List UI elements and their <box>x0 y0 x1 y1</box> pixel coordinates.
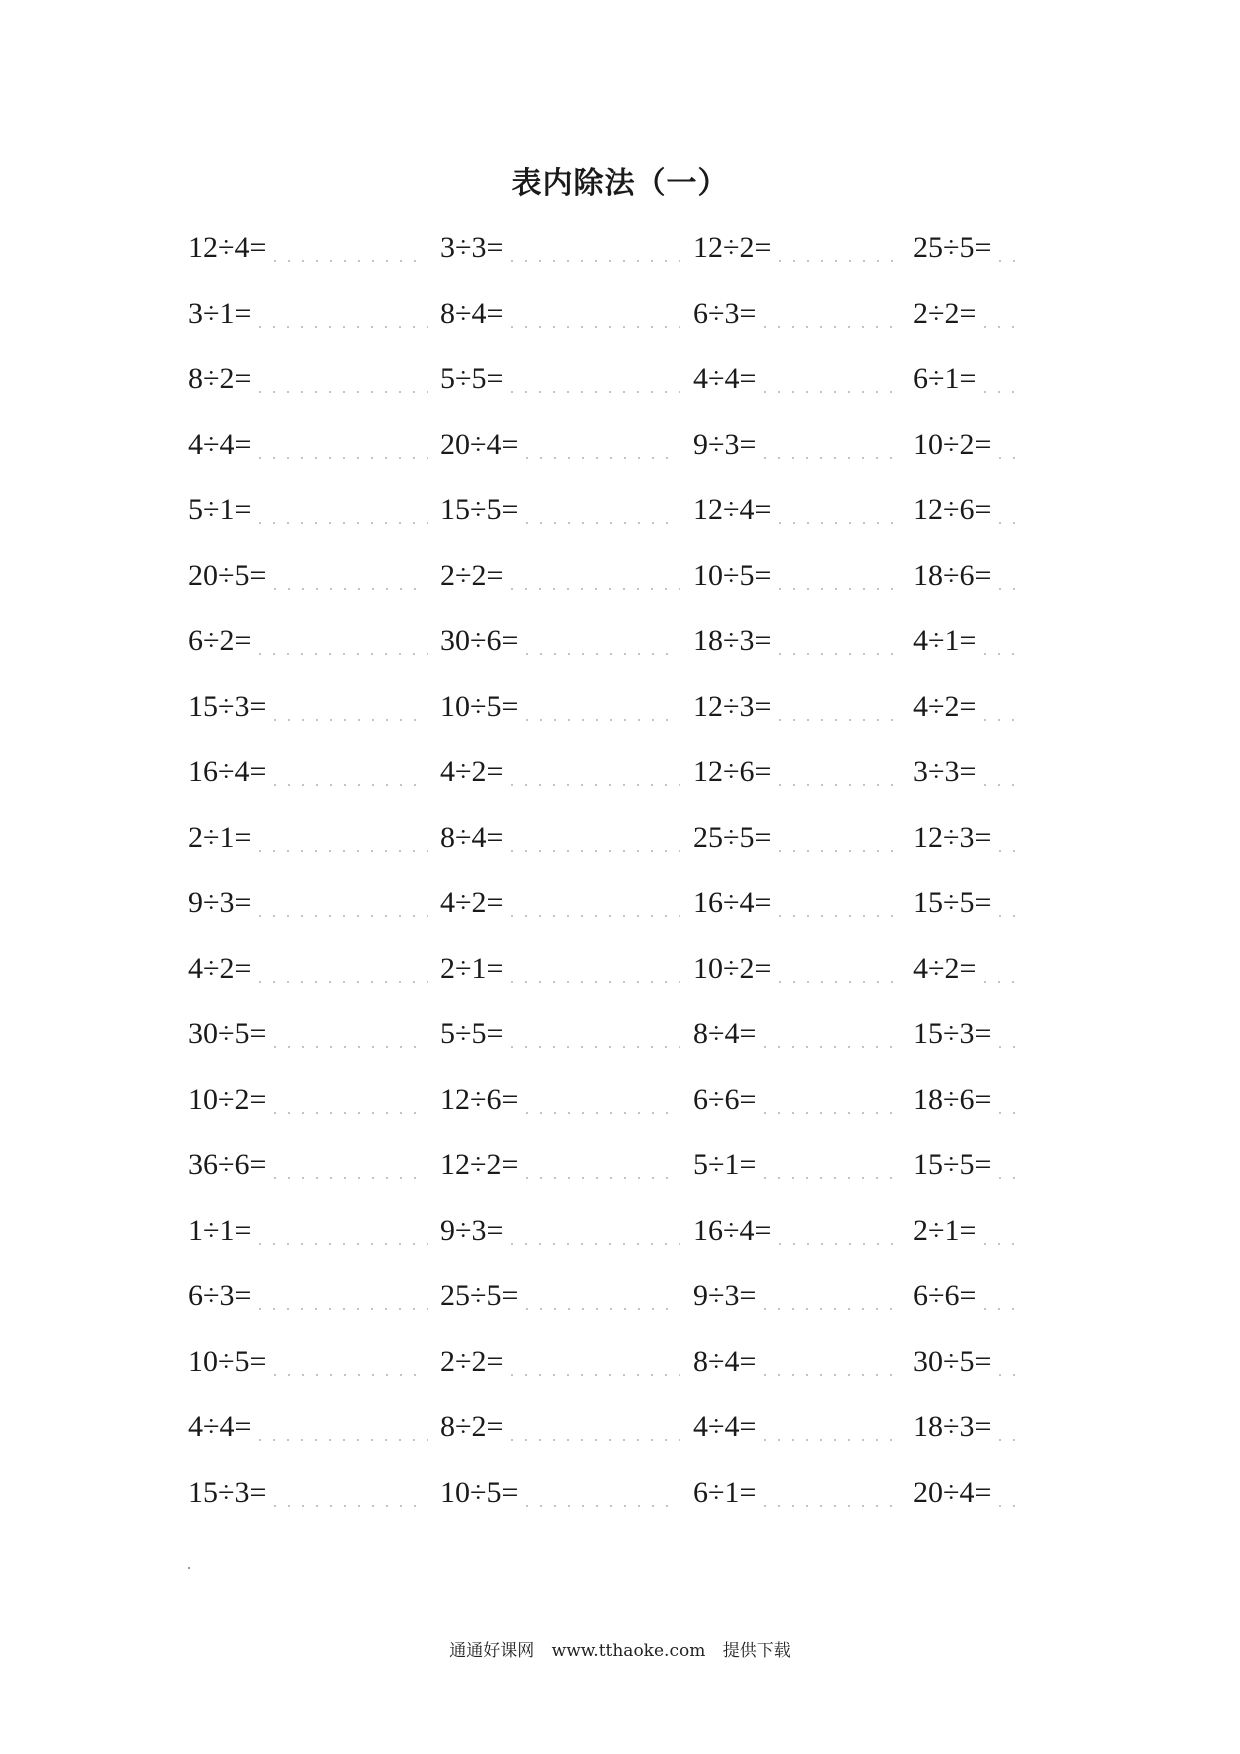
problem-expression: 12÷2= <box>693 231 772 264</box>
problem-expression: 3÷3= <box>440 231 504 264</box>
problem-row <box>188 425 1018 491</box>
division-problem <box>693 1342 903 1382</box>
answer-blank[interactable] <box>505 981 680 983</box>
problem-expression: 4÷4= <box>693 1410 757 1443</box>
answer-blank[interactable] <box>520 522 680 524</box>
footer-suffix: 提供下载 <box>722 1641 791 1661</box>
answer-blank[interactable] <box>253 915 428 917</box>
answer-blank[interactable] <box>505 915 680 917</box>
division-problem <box>188 818 428 858</box>
problem-expression: 4÷2= <box>913 951 977 985</box>
problem-expression: 12÷6= <box>913 493 992 526</box>
problem-expression: 6÷1= <box>913 362 977 395</box>
problem-expression: 8÷4= <box>440 296 504 330</box>
division-problem <box>693 1145 903 1185</box>
page-title: 表内除法（一） <box>511 166 729 201</box>
division-problem <box>693 949 903 989</box>
division-problem <box>440 490 680 530</box>
problem-expression: 5÷5= <box>440 362 504 395</box>
answer-blank[interactable] <box>758 1374 903 1376</box>
answer-blank[interactable] <box>978 719 1018 721</box>
problem-row <box>188 752 1018 818</box>
problem-expression: 2÷2= <box>913 296 977 330</box>
answer-blank[interactable] <box>758 391 903 393</box>
problem-row <box>188 1080 1018 1146</box>
division-problem <box>440 1473 680 1513</box>
division-problem <box>693 687 903 727</box>
division-problem <box>913 949 1018 989</box>
problem-expression: 12÷6= <box>440 1082 519 1116</box>
answer-blank[interactable] <box>253 522 428 524</box>
problem-expression: 8÷4= <box>693 1344 757 1378</box>
answer-blank[interactable] <box>253 391 428 393</box>
division-problem <box>188 621 428 661</box>
division-problem <box>440 1080 680 1120</box>
problem-row <box>188 1407 1018 1473</box>
problem-expression: 36÷6= <box>188 1148 267 1181</box>
problem-expression: 4÷2= <box>188 951 252 985</box>
answer-blank[interactable] <box>993 1439 1018 1441</box>
answer-blank[interactable] <box>993 1505 1018 1507</box>
problem-expression: 16÷4= <box>693 1213 772 1247</box>
answer-blank[interactable] <box>993 1112 1018 1114</box>
problem-row <box>188 228 1018 294</box>
answer-blank[interactable] <box>758 1308 903 1310</box>
division-problem <box>440 949 680 989</box>
answer-blank[interactable] <box>268 1505 428 1507</box>
answer-blank[interactable] <box>993 1046 1018 1048</box>
problem-row <box>188 1276 1018 1342</box>
answer-blank[interactable] <box>505 326 680 328</box>
answer-blank[interactable] <box>993 1177 1018 1179</box>
problem-expression: 15÷3= <box>913 1017 992 1050</box>
problem-row <box>188 621 1018 687</box>
answer-blank[interactable] <box>758 1439 903 1441</box>
problem-expression: 18÷3= <box>693 624 772 657</box>
problem-expression: 3÷1= <box>188 296 252 330</box>
problem-expression: 3÷3= <box>913 755 977 788</box>
answer-blank[interactable] <box>268 1177 428 1179</box>
problem-row <box>188 1145 1018 1211</box>
problem-expression: 25÷5= <box>693 820 772 854</box>
problem-expression: 16÷4= <box>188 755 267 788</box>
division-problem <box>440 228 680 268</box>
answer-blank[interactable] <box>520 1308 680 1310</box>
problem-expression: 4÷2= <box>440 886 504 919</box>
problem-row <box>188 294 1018 360</box>
answer-blank[interactable] <box>505 1243 680 1245</box>
division-problem <box>440 294 680 334</box>
division-problem <box>913 490 1018 530</box>
footer-url: www.tthaoke.com <box>551 1641 706 1661</box>
problem-expression: 25÷5= <box>440 1279 519 1312</box>
answer-blank[interactable] <box>758 1177 903 1179</box>
problem-expression: 4÷2= <box>440 755 504 788</box>
problem-row <box>188 1342 1018 1408</box>
division-problem <box>913 1080 1018 1120</box>
division-problem <box>188 752 428 792</box>
division-problem <box>913 1473 1018 1513</box>
division-problem <box>913 752 1018 792</box>
answer-blank[interactable] <box>505 1046 680 1048</box>
answer-blank[interactable] <box>773 653 903 655</box>
problem-expression: 6÷3= <box>188 1279 252 1312</box>
problem-expression: 4÷4= <box>693 362 757 395</box>
problem-row <box>188 1211 1018 1277</box>
problem-expression: 6÷2= <box>188 624 252 657</box>
division-problem <box>913 1014 1018 1054</box>
problem-expression: 10÷2= <box>913 427 992 461</box>
problem-expression: 12÷4= <box>188 231 267 264</box>
problem-expression: 20÷5= <box>188 558 267 592</box>
problem-expression: 15÷3= <box>188 689 267 723</box>
division-problem <box>913 1342 1018 1382</box>
answer-blank[interactable] <box>993 522 1018 524</box>
answer-blank[interactable] <box>253 1439 428 1441</box>
division-problem <box>913 1407 1018 1447</box>
problem-expression: 10÷5= <box>440 689 519 723</box>
answer-blank[interactable] <box>505 1439 680 1441</box>
answer-blank[interactable] <box>978 784 1018 786</box>
problem-expression: 8÷2= <box>440 1410 504 1443</box>
answer-blank[interactable] <box>505 784 680 786</box>
problem-row <box>188 818 1018 884</box>
answer-blank[interactable] <box>253 653 428 655</box>
problem-expression: 2÷2= <box>440 1344 504 1378</box>
answer-blank[interactable] <box>978 326 1018 328</box>
division-problem <box>913 1276 1018 1316</box>
answer-blank[interactable] <box>758 457 903 459</box>
division-problem <box>693 883 903 923</box>
division-problem <box>188 490 428 530</box>
division-problem <box>693 359 903 399</box>
division-problem <box>913 687 1018 727</box>
problem-expression: 6÷1= <box>693 1475 757 1509</box>
problem-expression: 5÷1= <box>188 493 252 526</box>
problem-expression: 8÷4= <box>693 1017 757 1050</box>
problem-expression: 8÷4= <box>440 820 504 854</box>
answer-blank[interactable] <box>253 1308 428 1310</box>
answer-blank[interactable] <box>773 260 903 262</box>
division-problem <box>188 687 428 727</box>
problem-expression: 6÷6= <box>693 1082 757 1116</box>
division-problem <box>693 752 903 792</box>
division-problem <box>693 1080 903 1120</box>
problem-expression: 9÷3= <box>440 1213 504 1247</box>
answer-blank[interactable] <box>268 1046 428 1048</box>
division-problem <box>188 1342 428 1382</box>
problem-expression: 10÷2= <box>693 951 772 985</box>
answer-blank[interactable] <box>520 1177 680 1179</box>
answer-blank[interactable] <box>993 588 1018 590</box>
division-problem <box>693 556 903 596</box>
division-problem <box>913 425 1018 465</box>
division-problem <box>440 1276 680 1316</box>
answer-blank[interactable] <box>520 1112 680 1114</box>
division-problem <box>913 621 1018 661</box>
problem-expression: 2÷2= <box>440 558 504 592</box>
division-problem <box>440 687 680 727</box>
problem-row <box>188 883 1018 949</box>
footer-site-name: 通通好课网 <box>449 1641 535 1661</box>
problem-expression: 15÷3= <box>188 1475 267 1509</box>
answer-blank[interactable] <box>773 981 903 983</box>
answer-blank[interactable] <box>268 784 428 786</box>
answer-blank[interactable] <box>773 1243 903 1245</box>
division-problem <box>188 1080 428 1120</box>
division-problem <box>188 294 428 334</box>
answer-blank[interactable] <box>505 1374 680 1376</box>
division-problem <box>188 1014 428 1054</box>
answer-blank[interactable] <box>773 588 903 590</box>
problem-expression: 20÷4= <box>913 1475 992 1509</box>
division-problem <box>440 883 680 923</box>
problem-expression: 30÷5= <box>188 1017 267 1050</box>
division-problem <box>188 1407 428 1447</box>
problem-expression: 6÷3= <box>693 296 757 330</box>
answer-blank[interactable] <box>978 1243 1018 1245</box>
problem-expression: 10÷5= <box>693 558 772 592</box>
division-problem <box>913 1145 1018 1185</box>
problem-expression: 6÷6= <box>913 1279 977 1312</box>
answer-blank[interactable] <box>520 653 680 655</box>
problem-expression: 4÷1= <box>913 624 977 657</box>
problem-expression: 1÷1= <box>188 1213 252 1247</box>
division-problem <box>693 1276 903 1316</box>
answer-blank[interactable] <box>505 588 680 590</box>
answer-blank[interactable] <box>758 1046 903 1048</box>
answer-blank[interactable] <box>268 588 428 590</box>
division-problem <box>693 425 903 465</box>
problem-expression: 18÷3= <box>913 1410 992 1443</box>
answer-blank[interactable] <box>978 1308 1018 1310</box>
problem-expression: 8÷2= <box>188 362 252 395</box>
problem-expression: 2÷1= <box>440 951 504 985</box>
division-problem <box>188 883 428 923</box>
problem-row <box>188 359 1018 425</box>
division-problem <box>913 228 1018 268</box>
problem-expression: 4÷2= <box>913 689 977 723</box>
answer-blank[interactable] <box>505 850 680 852</box>
problem-row <box>188 490 1018 556</box>
problem-expression: 4÷4= <box>188 427 252 461</box>
division-problem <box>440 425 680 465</box>
division-problem <box>913 818 1018 858</box>
division-problem <box>440 359 680 399</box>
division-problem <box>188 359 428 399</box>
answer-blank[interactable] <box>253 326 428 328</box>
problem-expression: 12÷3= <box>913 820 992 854</box>
answer-blank[interactable] <box>773 784 903 786</box>
answer-blank[interactable] <box>268 1374 428 1376</box>
problem-expression: 20÷4= <box>440 427 519 461</box>
answer-blank[interactable] <box>253 981 428 983</box>
division-problem <box>693 1014 903 1054</box>
division-problem <box>440 1342 680 1382</box>
problem-expression: 5÷5= <box>440 1017 504 1050</box>
answer-blank[interactable] <box>268 260 428 262</box>
problem-expression: 12÷4= <box>693 493 772 526</box>
division-problem <box>913 294 1018 334</box>
answer-blank[interactable] <box>758 326 903 328</box>
answer-blank[interactable] <box>773 850 903 852</box>
problem-expression: 30÷6= <box>440 624 519 657</box>
problem-expression: 25÷5= <box>913 231 992 264</box>
answer-blank[interactable] <box>268 1112 428 1114</box>
problem-expression: 4÷4= <box>188 1410 252 1443</box>
answer-blank[interactable] <box>505 260 680 262</box>
problem-expression: 10÷5= <box>188 1344 267 1378</box>
answer-blank[interactable] <box>978 653 1018 655</box>
answer-blank[interactable] <box>773 522 903 524</box>
answer-blank[interactable] <box>993 1374 1018 1376</box>
division-problem <box>693 818 903 858</box>
division-problem <box>188 949 428 989</box>
division-problem <box>440 621 680 661</box>
problem-expression: 30÷5= <box>913 1344 992 1378</box>
division-problem <box>693 1473 903 1513</box>
problem-expression: 16÷4= <box>693 886 772 919</box>
answer-blank[interactable] <box>520 457 680 459</box>
division-problem <box>693 621 903 661</box>
problem-expression: 9÷3= <box>188 886 252 919</box>
problem-expression: 2÷1= <box>913 1213 977 1247</box>
division-problem <box>440 752 680 792</box>
answer-blank[interactable] <box>773 915 903 917</box>
answer-blank[interactable] <box>993 850 1018 852</box>
answer-blank[interactable] <box>520 1505 680 1507</box>
division-problem <box>913 1211 1018 1251</box>
division-problem <box>440 1407 680 1447</box>
answer-blank[interactable] <box>993 260 1018 262</box>
answer-blank[interactable] <box>253 457 428 459</box>
answer-blank[interactable] <box>773 719 903 721</box>
footer <box>0 1636 1240 1661</box>
problem-expression: 12÷3= <box>693 689 772 723</box>
division-problem <box>440 1014 680 1054</box>
problem-expression: 10÷2= <box>188 1082 267 1116</box>
division-problem <box>693 1407 903 1447</box>
problem-expression: 10÷5= <box>440 1475 519 1509</box>
answer-blank[interactable] <box>253 1243 428 1245</box>
division-problem <box>913 556 1018 596</box>
problem-expression: 12÷6= <box>693 755 772 788</box>
division-problem <box>188 1211 428 1251</box>
answer-blank[interactable] <box>758 1112 903 1114</box>
division-problem <box>188 228 428 268</box>
division-problem <box>188 1473 428 1513</box>
answer-blank[interactable] <box>253 850 428 852</box>
problem-grid <box>188 228 1018 1538</box>
division-problem <box>693 1211 903 1251</box>
problem-expression: 2÷1= <box>188 820 252 854</box>
problem-expression: 9÷3= <box>693 1279 757 1312</box>
problem-expression: 15÷5= <box>440 493 519 526</box>
division-problem <box>693 228 903 268</box>
division-problem <box>693 294 903 334</box>
answer-blank[interactable] <box>978 981 1018 983</box>
problem-expression: 18÷6= <box>913 1082 992 1116</box>
division-problem <box>913 359 1018 399</box>
division-problem <box>440 556 680 596</box>
problem-expression: 9÷3= <box>693 427 757 461</box>
problem-row <box>188 1014 1018 1080</box>
answer-blank[interactable] <box>505 391 680 393</box>
stray-mark <box>188 1567 190 1569</box>
division-problem <box>440 1145 680 1185</box>
answer-blank[interactable] <box>993 457 1018 459</box>
division-problem <box>440 818 680 858</box>
problem-expression: 15÷5= <box>913 1148 992 1181</box>
division-problem <box>188 556 428 596</box>
answer-blank[interactable] <box>268 719 428 721</box>
division-problem <box>913 883 1018 923</box>
answer-blank[interactable] <box>993 915 1018 917</box>
answer-blank[interactable] <box>758 1505 903 1507</box>
problem-row <box>188 949 1018 1015</box>
division-problem <box>440 1211 680 1251</box>
problem-row <box>188 1473 1018 1539</box>
problem-row <box>188 556 1018 622</box>
division-problem <box>693 490 903 530</box>
answer-blank[interactable] <box>978 391 1018 393</box>
problem-expression: 15÷5= <box>913 886 992 919</box>
answer-blank[interactable] <box>520 719 680 721</box>
problem-expression: 12÷2= <box>440 1148 519 1181</box>
division-problem <box>188 425 428 465</box>
problem-row <box>188 687 1018 753</box>
problem-expression: 18÷6= <box>913 558 992 592</box>
division-problem <box>188 1145 428 1185</box>
problem-expression: 5÷1= <box>693 1148 757 1181</box>
division-problem <box>188 1276 428 1316</box>
